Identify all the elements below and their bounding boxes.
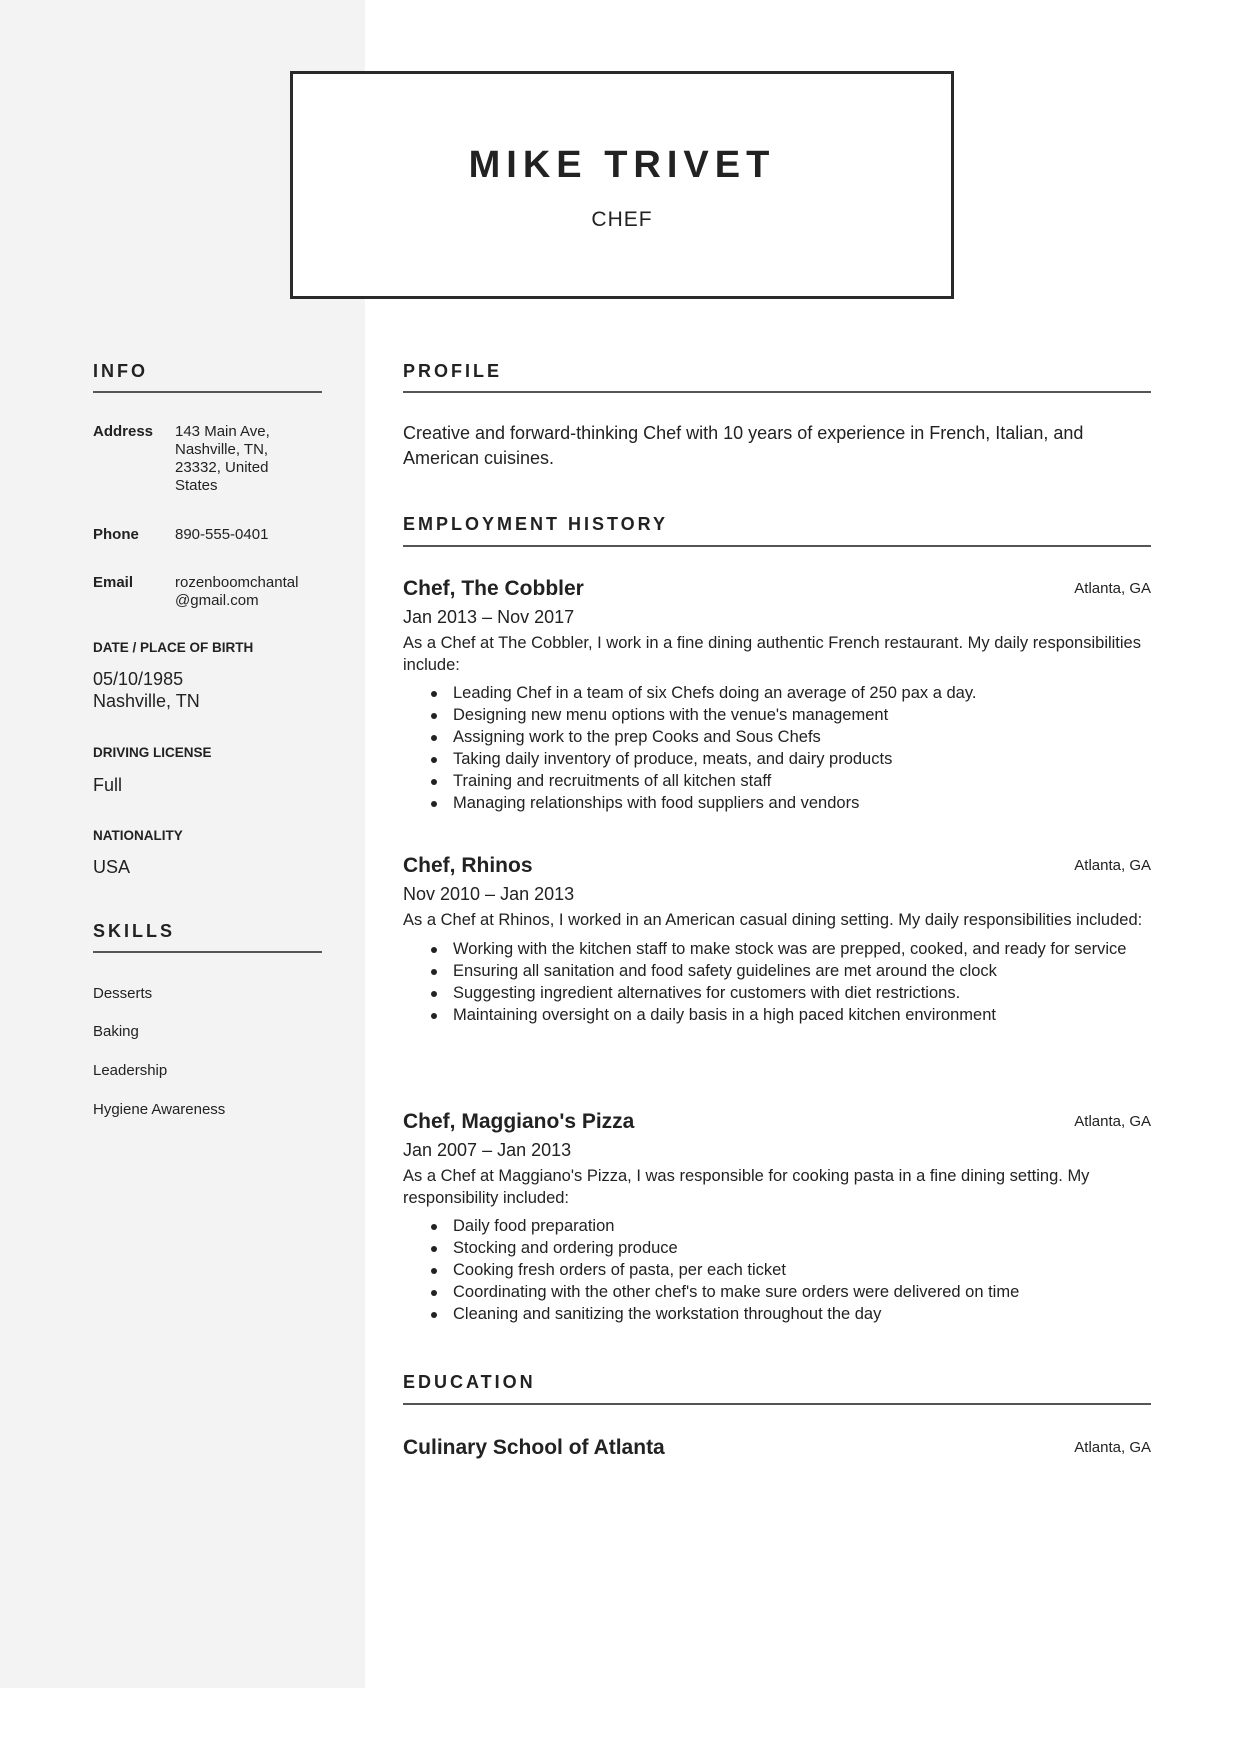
name-header-box [290,71,954,299]
job-description: As a Chef at The Cobbler, I work in a fine dining authentic French restaurant. My daily responsibilities include: [403,634,1141,674]
job-bullet: Working with the kitchen staff to make stock was are prepped, cooked, and ready for service [453,938,1151,960]
job-bullet: Taking daily inventory of produce, meats, and dairy products [453,748,1151,770]
license-label: DRIVING LICENSE [93,745,212,760]
candidate-name: MIKE TRIVET [468,144,776,186]
school-location: Atlanta, GA [1074,1439,1151,1456]
job-bullet: Coordinating with the other chef's to make sure orders were delivered on time [453,1281,1151,1303]
email-link[interactable] [175,574,325,610]
address-value [175,423,325,495]
employment-heading: EMPLOYMENT HISTORY [403,514,669,534]
school-name: Culinary School of Atlanta [403,1436,665,1459]
job-location: Atlanta, GA [1074,1113,1151,1130]
job-entry-title: Chef, Rhinos [403,854,533,877]
job-bullet: Cleaning and sanitizing the workstation throughout the day [453,1303,1151,1325]
nationality-value: USA [93,857,131,877]
profile-heading: PROFILE [403,361,503,381]
address-line: 143 Main Ave, [175,423,270,440]
job-bullet: Designing new menu options with the venue's management [453,704,1151,726]
birth-place: Nashville, TN [93,691,200,711]
dob-label: DATE / PLACE OF BIRTH [93,640,254,655]
address-line: 23332, United [175,459,269,476]
job-entry [403,1109,1151,1325]
employment-divider [403,545,1151,547]
job-dates: Jan 2007 – Jan 2013 [403,1140,572,1160]
email-label: Email [93,574,134,591]
job-description: As a Chef at Maggiano's Pizza, I was responsible for cooking pasta in a fine dining setting. My responsibility included: [403,1167,1090,1207]
job-bullet: Maintaining oversight on a daily basis in a high paced kitchen environment [453,1004,1151,1026]
job-bullet: Managing relationships with food suppliers and vendors [453,792,1151,814]
education-heading: EDUCATION [403,1372,536,1392]
job-dates: Jan 2013 – Nov 2017 [403,607,575,627]
address-line: States [175,477,218,494]
address-label: Address [93,423,154,440]
job-location: Atlanta, GA [1074,857,1151,874]
job-bullets [403,682,1151,814]
phone-value: 890-555-0401 [175,526,269,543]
job-bullets [403,938,1151,1026]
job-entry [403,576,1151,814]
skill-item: Baking [93,1023,139,1040]
job-bullet: Leading Chef in a team of six Chefs doing an average of 250 pax a day. [453,682,1151,704]
job-description: As a Chef at Rhinos, I worked in an American casual dining setting. My daily responsibilities included: [403,911,1143,929]
skills-divider [93,951,322,953]
job-entry-title: Chef, Maggiano's Pizza [403,1110,635,1133]
job-location: Atlanta, GA [1074,580,1151,597]
job-entry [403,853,1151,1026]
nationality-label: NATIONALITY [93,828,183,843]
job-title: CHEF [591,208,653,231]
job-bullet: Training and recruitments of all kitchen staff [453,770,1151,792]
address-line: Nashville, TN, [175,441,269,458]
skill-item: Leadership [93,1062,168,1079]
job-bullet: Cooking fresh orders of pasta, per each ticket [453,1259,1151,1281]
profile-divider [403,391,1151,393]
job-bullet: Daily food preparation [453,1215,1151,1237]
job-bullet: Suggesting ingredient alternatives for customers with diet restrictions. [453,982,1151,1004]
job-entry-title: Chef, The Cobbler [403,577,584,600]
license-value: Full [93,775,123,795]
skills-heading: SKILLS [93,921,176,941]
education-entry [403,1435,1151,1461]
info-heading: INFO [93,361,148,381]
job-dates: Nov 2010 – Jan 2013 [403,884,575,904]
profile-text: Creative and forward-thinking Chef with 10 years of experience in French, Italian, and American cuisines. [403,423,1084,468]
phone-label: Phone [93,526,139,543]
info-divider [93,391,322,393]
skill-item: Desserts [93,985,153,1002]
job-bullet: Stocking and ordering produce [453,1237,1151,1259]
job-bullets [403,1215,1151,1325]
email-link-line[interactable]: rozenboomchantal [175,574,299,591]
job-bullet: Ensuring all sanitation and food safety guidelines are met around the clock [453,960,1151,982]
education-divider [403,1403,1151,1405]
email-link-line[interactable]: @gmail.com [175,592,259,609]
job-bullet: Assigning work to the prep Cooks and Sous Chefs [453,726,1151,748]
birth-date: 05/10/1985 [93,669,184,689]
dob-value [93,668,200,712]
skill-item: Hygiene Awareness [93,1101,226,1118]
